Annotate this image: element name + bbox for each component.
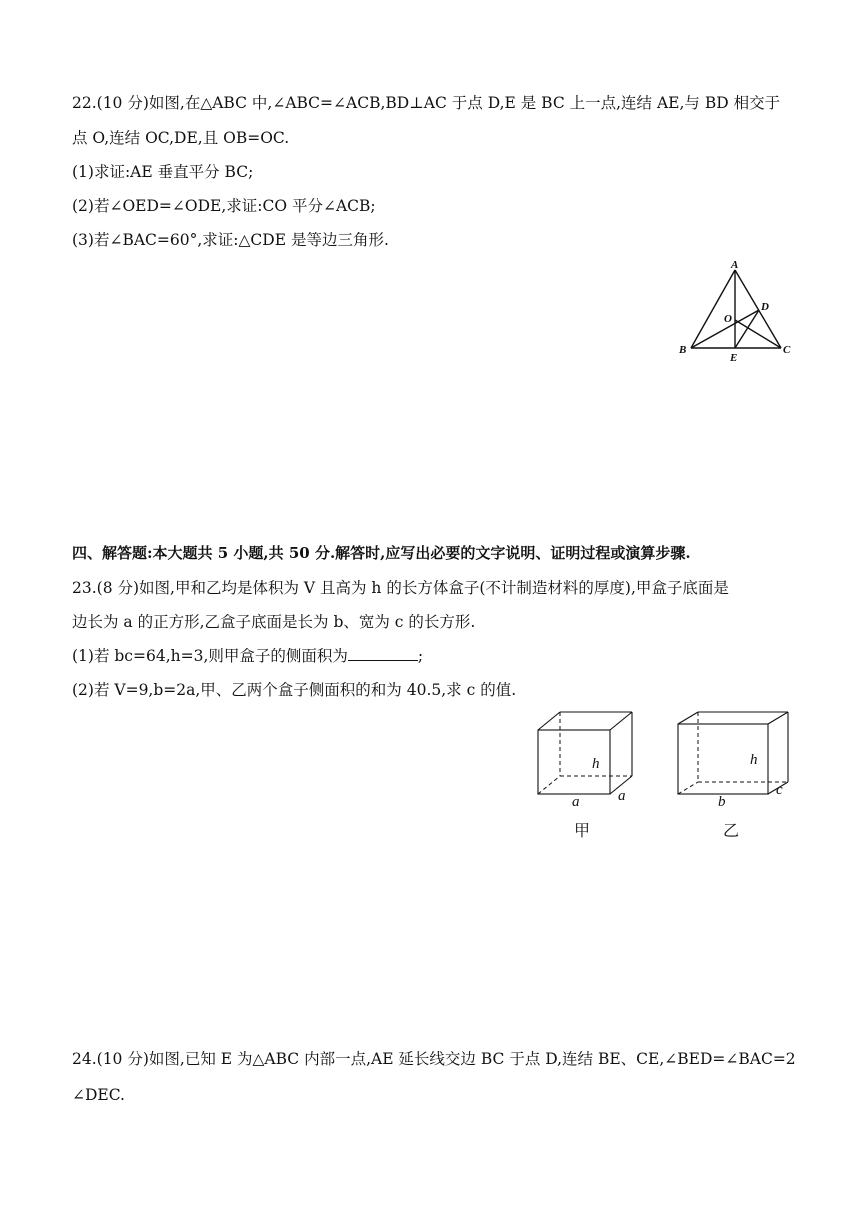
q23-line1: 23.(8 分)如图,甲和乙均是体积为 V 且高为 h 的长方体盒子(不计制造材料的厚度),甲盒子底面是 (72, 579, 729, 597)
q24-line1: 24.(10 分)如图,已知 E 为△ABC 内部一点,AE 延长线交边 BC 于点 D,连结 BE、CE,∠BED=∠BAC=2 (72, 1050, 796, 1068)
label-b: B (679, 344, 687, 356)
q22-line1: 22.(10 分)如图,在△ABC 中,∠ABC=∠ACB,BD⊥AC 于点 D,E 是 BC 上一点,连结 AE,与 BD 相交于 (72, 94, 781, 112)
label-c: C (783, 344, 791, 356)
q22-part1: (1)求证:AE 垂直平分 BC; (72, 163, 254, 181)
label-a-side: a (618, 788, 626, 804)
label-a-front: a (572, 794, 580, 806)
box-yi-figure (672, 706, 802, 806)
q22-part3: (3)若∠BAC=60°,求证:△CDE 是等边三角形. (72, 231, 389, 249)
q23-part2: (2)若 V=9,b=2a,甲、乙两个盒子侧面积的和为 40.5,求 c 的值. (72, 681, 517, 699)
q22-line2: 点 O,连结 OC,DE,且 OB=OC. (72, 129, 290, 147)
segment-oc (735, 320, 781, 348)
label-h-jia: h (592, 756, 600, 772)
label-d: D (761, 301, 769, 313)
label-a: A (731, 259, 739, 271)
q22-part2: (2)若∠OED=∠ODE,求证:CO 平分∠ACB; (72, 197, 376, 215)
q23-part1-text: (1)若 bc=64,h=3,则甲盒子的侧面积为 (72, 647, 348, 665)
label-o: O (724, 313, 732, 325)
q24-line2: ∠DEC. (72, 1086, 125, 1104)
section-heading: 四、解答题:本大题共 5 小题,共 50 分.解答时,应写出必要的文字说明、证明过程或演算步骤. (72, 544, 691, 562)
box-jia-figure (530, 706, 650, 806)
caption-yi: 乙 (723, 821, 740, 840)
q22-triangle-figure (675, 258, 805, 368)
q23-line2: 边长为 a 的正方形,乙盒子底面是长为 b、宽为 c 的长方形. (72, 613, 476, 631)
label-h-yi: h (750, 752, 758, 768)
label-b: b (718, 794, 726, 806)
caption-jia: 甲 (574, 821, 591, 840)
q23-part1 (72, 646, 794, 666)
label-e: E (730, 352, 738, 364)
answer-blank[interactable] (348, 646, 418, 661)
label-c: c (776, 782, 783, 798)
segment-de (735, 310, 759, 348)
q23-part1-end: ; (417, 647, 424, 665)
